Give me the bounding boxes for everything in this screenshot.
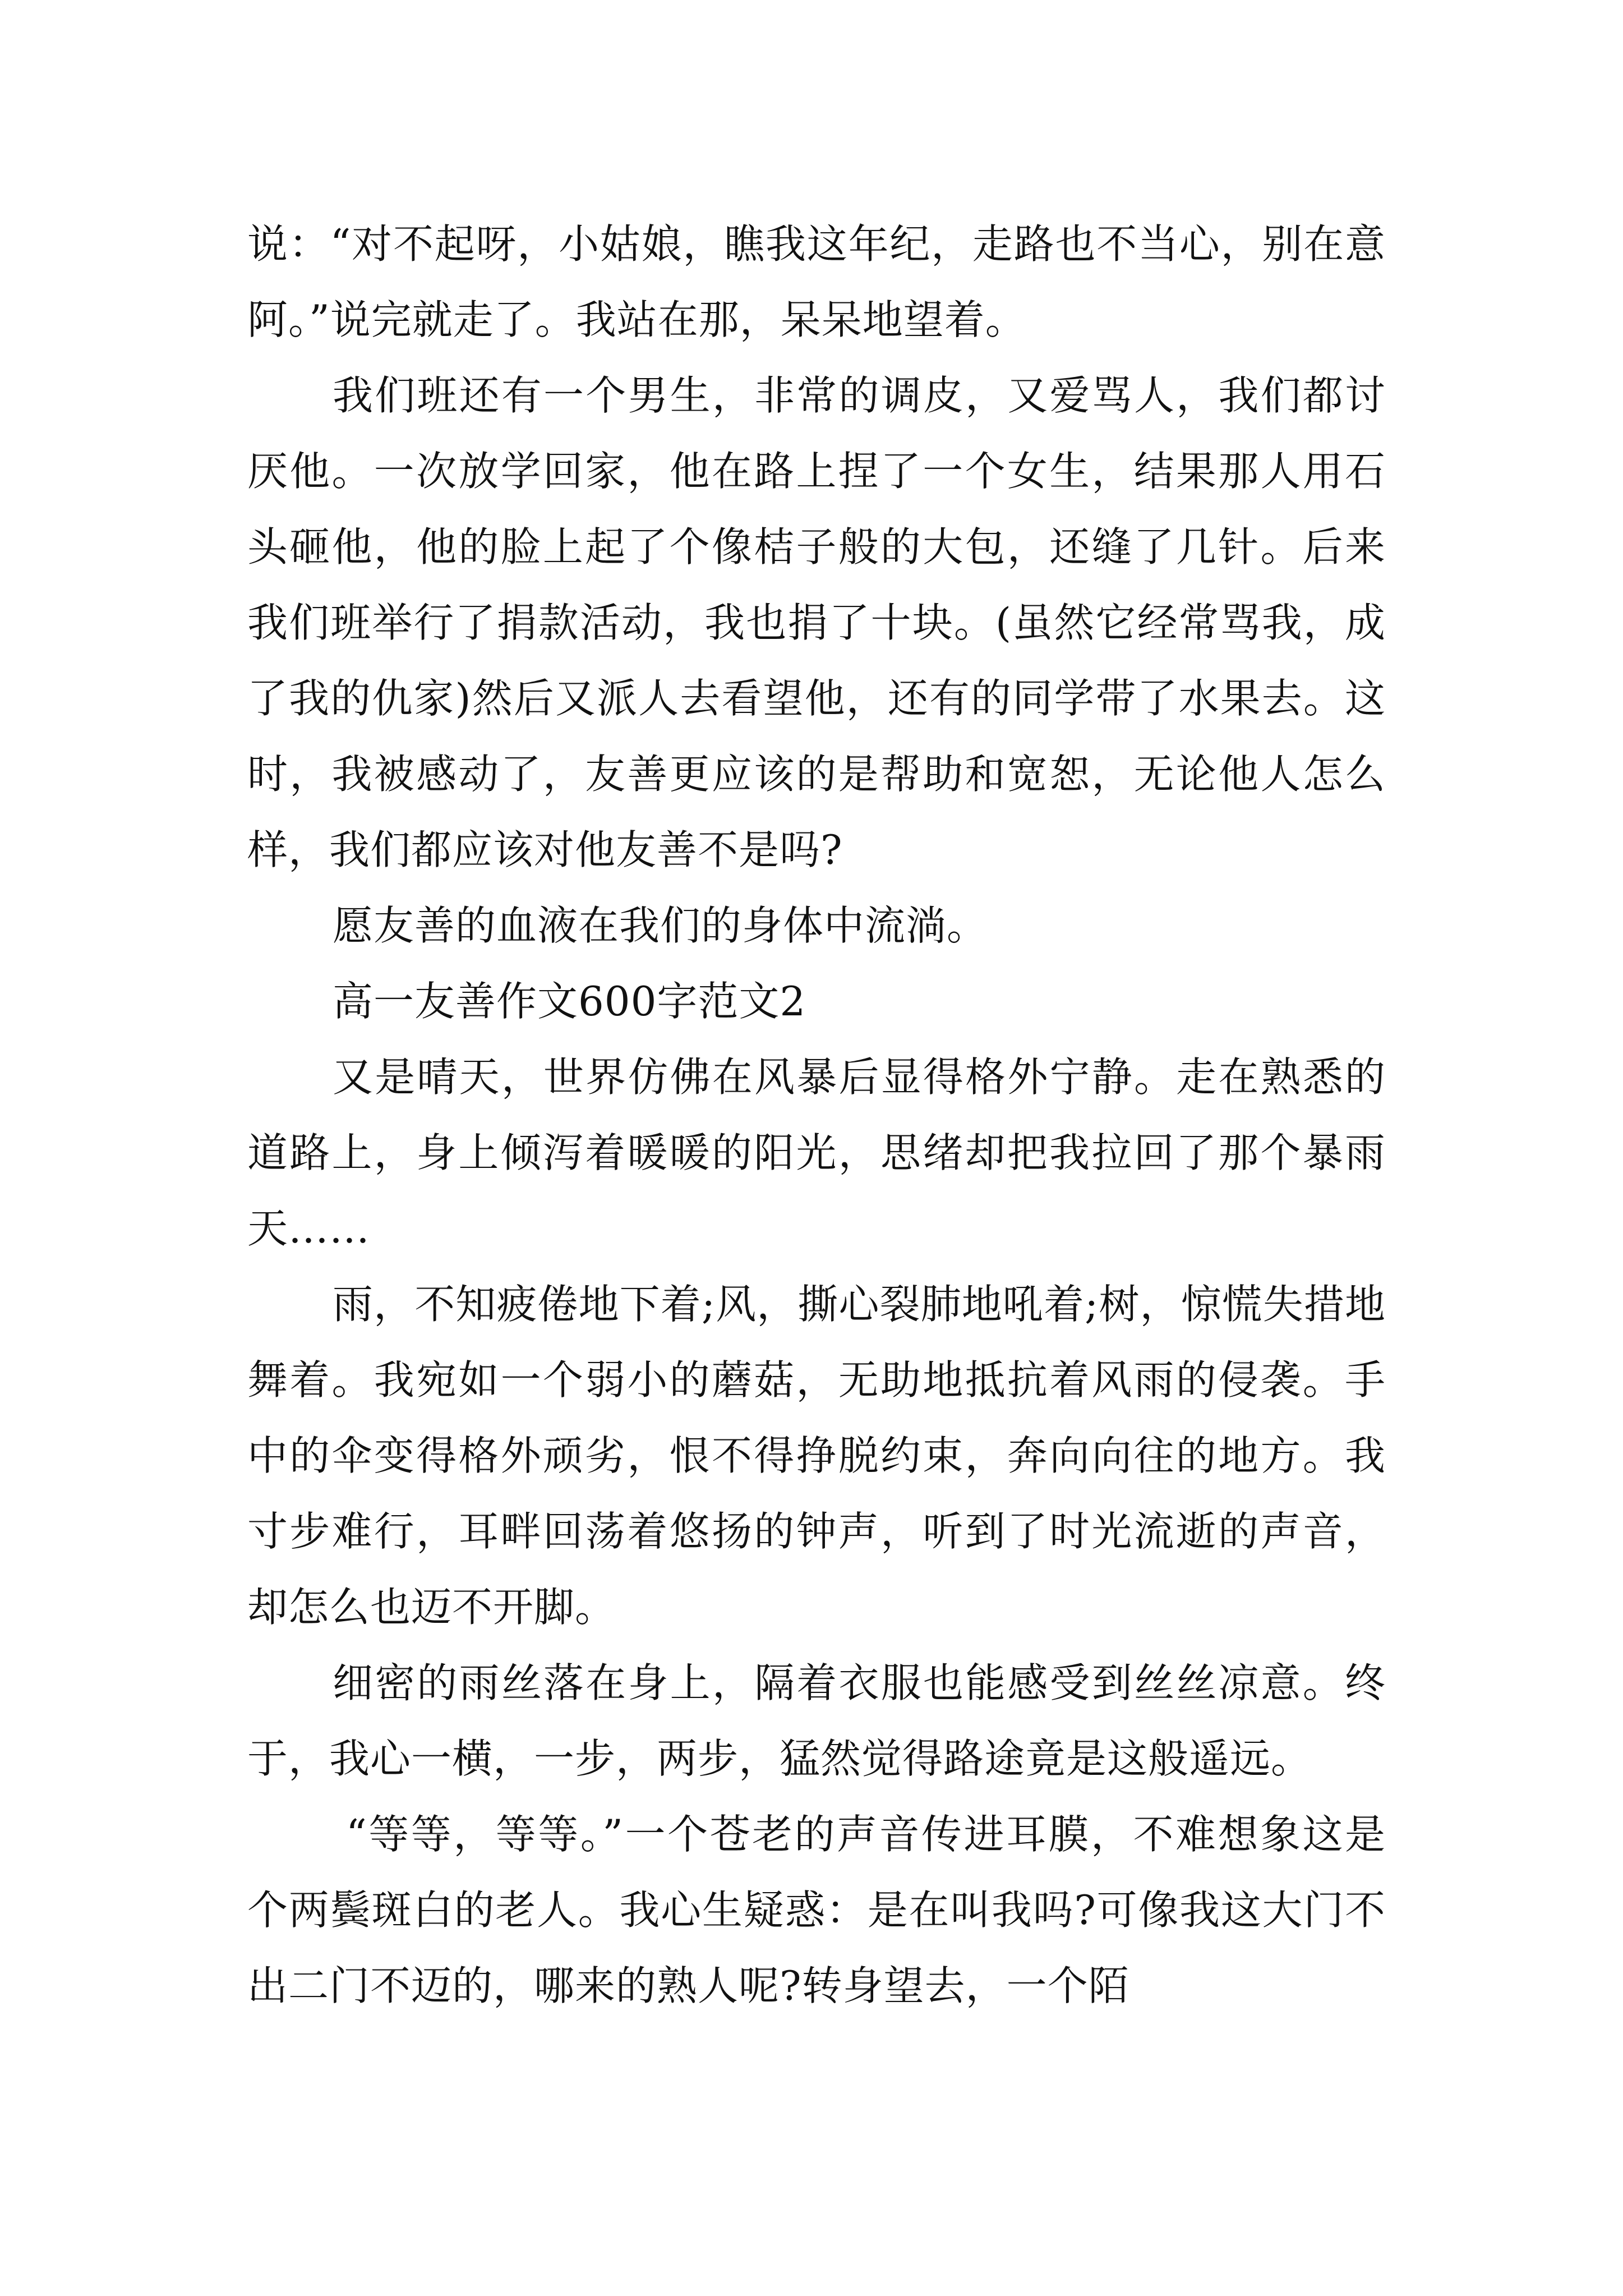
section-heading: 高一友善作文600字范文2 — [333, 978, 806, 1025]
paragraph-5: 雨，不知疲倦地下着;风，撕心裂肺地吼着;树，惊慌失措地舞着。我宛如一个弱小的蘑菇，无助地抵抗着风雨的侵袭。手中的伞变得格外顽劣，恨不得挣脱约束，奔向向往的地方。我寸步难行，耳畔回荡着悠扬的钟声，听到了时光流逝的声音，却怎么也迈不开脚。 — [247, 1281, 1386, 1631]
article-body — [247, 206, 1386, 2024]
paragraph-4: 又是晴天，世界仿佛在风暴后显得格外宁静。走在熟悉的道路上，身上倾泻着暖暖的阳光，思绪却把我拉回了那个暴雨天…… — [247, 1053, 1386, 1252]
paragraph-3: 愿友善的血液在我们的身体中流淌。 — [333, 902, 988, 949]
paragraph-6: 细密的雨丝落在身上，隔着衣服也能感受到丝丝凉意。终于，我心一横，一步，两步，猛然觉得路途竟是这般遥远。 — [247, 1659, 1386, 1782]
paragraph-2: 我们班还有一个男生，非常的调皮，又爱骂人，我们都讨厌他。一次放学回家，他在路上捏了一个女生，结果那人用石头砸他，他的脸上起了个像桔子般的大包，还缝了几针。后来我们班举行了捐款活动，我也捐了十块。(虽然它经常骂我，成了我的仇家)然后又派人去看望他，还有的同学带了水果去。这时，我被感动了，友善更应该的是帮助和宽恕，无论他人怎么样，我们都应该对他友善不是吗? — [247, 372, 1386, 873]
paragraph-7: “等等，等等。”一个苍老的声音传进耳膜，不难想象这是个两鬓斑白的老人。我心生疑惑：是在叫我吗?可像我这大门不出二门不迈的，哪来的熟人呢?转身望去，一个陌 — [247, 1811, 1386, 2009]
paragraph-1: 说：“对不起呀，小姑娘，瞧我这年纪，走路也不当心，别在意阿。”说完就走了。我站在那，呆呆地望着。 — [247, 220, 1386, 343]
